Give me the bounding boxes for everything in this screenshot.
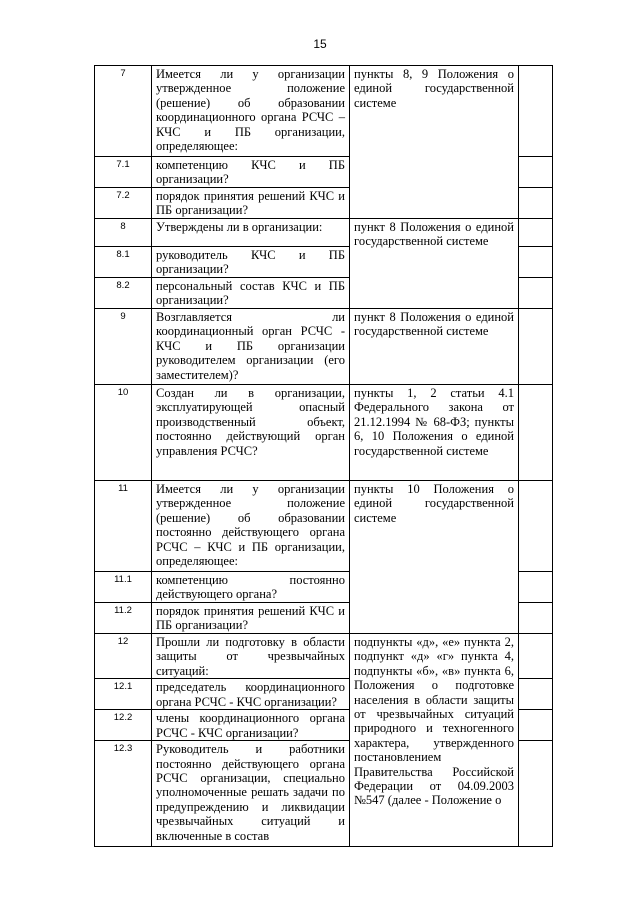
question-cell: Имеется ли у организации утвержденное положение (решение) об образовании постоянно действующего органа РСЧС – КЧС и ПБ организации, определяющее:: [152, 481, 350, 572]
question-cell: компетенцию постоянно действующего органа?: [152, 572, 350, 603]
question-cell: Утверждены ли в организации:: [152, 219, 350, 247]
table-row: [95, 66, 553, 157]
answer-cell: [519, 634, 553, 679]
question-cell: председатель координационного органа РСЧС - КЧС организации?: [152, 679, 350, 710]
row-number: 11: [95, 481, 152, 572]
reference-cell: пункт 8 Положения о единой государственной системе: [350, 309, 519, 385]
reference-cell: пункты 1, 2 статьи 4.1 Федерального закона от 21.12.1994 № 68-ФЗ; пункты 6, 10 Положения о единой государственной системе: [350, 385, 519, 481]
answer-cell: [519, 188, 553, 219]
table-row: [95, 219, 553, 247]
question-cell: Имеется ли у организации утвержденное положение (решение) об образовании координационного органа РСЧС – КЧС и ПБ организации, определяющее:: [152, 66, 350, 157]
question-cell: порядок принятия решений КЧС и ПБ организации?: [152, 188, 350, 219]
row-number: 7: [95, 66, 152, 157]
answer-cell: [519, 741, 553, 847]
answer-cell: [519, 481, 553, 572]
answer-cell: [519, 219, 553, 247]
answer-cell: [519, 603, 553, 634]
answer-cell: [519, 278, 553, 309]
question-cell: Возглавляется ли координационный орган РСЧС - КЧС и ПБ организации руководителем организации (его заместителем)?: [152, 309, 350, 385]
answer-cell: [519, 247, 553, 278]
answer-cell: [519, 385, 553, 481]
row-number: 12: [95, 634, 152, 679]
checklist-table: [94, 65, 553, 847]
row-number: 12.1: [95, 679, 152, 710]
answer-cell: [519, 572, 553, 603]
answer-cell: [519, 309, 553, 385]
row-number: 11.1: [95, 572, 152, 603]
row-number: 7.2: [95, 188, 152, 219]
question-cell: руководитель КЧС и ПБ организации?: [152, 247, 350, 278]
row-number: 8.2: [95, 278, 152, 309]
reference-cell: подпункты «д», «е» пункта 2, подпункт «д» «г» пункта 4, подпункты «б», «в» пункта 6, Положения о подготовке населения в области защиты от чрезвычайных ситуаций природного и техногенного характера, утвержденного постановлением Правительства Российской Федерации от 04.09.2003 №547 (далее - Положение о: [350, 634, 519, 847]
question-cell: компетенцию КЧС и ПБ организации?: [152, 157, 350, 188]
reference-cell: пункты 10 Положения о единой государственной системе: [350, 481, 519, 634]
row-number: 8.1: [95, 247, 152, 278]
row-number: 12.3: [95, 741, 152, 847]
row-number: 7.1: [95, 157, 152, 188]
row-number: 10: [95, 385, 152, 481]
table-row: [95, 481, 553, 572]
answer-cell: [519, 679, 553, 710]
page-number: 15: [313, 37, 327, 51]
row-number: 9: [95, 309, 152, 385]
question-cell: члены координационного органа РСЧС - КЧС организации?: [152, 710, 350, 741]
answer-cell: [519, 66, 553, 157]
table-row: [95, 309, 553, 385]
row-number: 11.2: [95, 603, 152, 634]
reference-cell: пункт 8 Положения о единой государственной системе: [350, 219, 519, 309]
question-cell: Руководитель и работники постоянно действующего органа РСЧС организации, специально уполномоченные решать задачи по предупреждению и ликвидации чрезвычайных ситуаций и включенные в состав: [152, 741, 350, 847]
question-cell: порядок принятия решений КЧС и ПБ организации?: [152, 603, 350, 634]
row-number: 12.2: [95, 710, 152, 741]
answer-cell: [519, 710, 553, 741]
answer-cell: [519, 157, 553, 188]
question-cell: персональный состав КЧС и ПБ организации?: [152, 278, 350, 309]
row-number: 8: [95, 219, 152, 247]
question-cell: Прошли ли подготовку в области защиты от чрезвычайных ситуаций:: [152, 634, 350, 679]
table-row: [95, 385, 553, 481]
table-row: [95, 634, 553, 679]
question-cell: Создан ли в организации, эксплуатирующей опасный производственный объект, постоянно действующий орган управления РСЧС?: [152, 385, 350, 481]
reference-cell: пункты 8, 9 Положения о единой государственной системе: [350, 66, 519, 219]
